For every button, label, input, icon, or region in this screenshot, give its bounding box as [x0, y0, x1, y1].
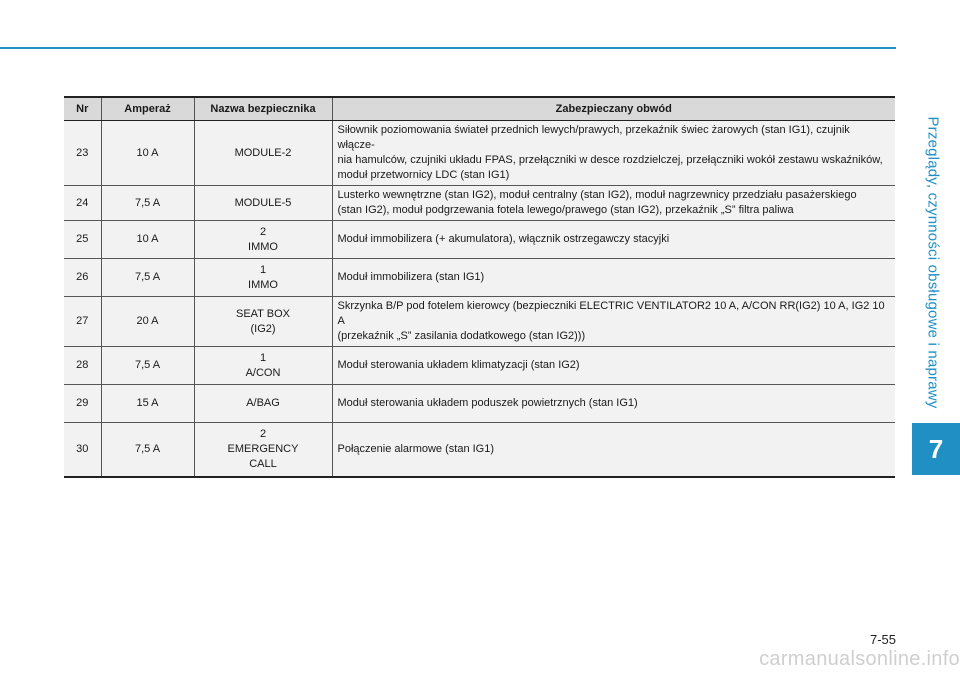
cell-protected-circuit [332, 186, 895, 221]
cell-protected-circuit [332, 221, 895, 259]
fuse-name-line: SEAT BOX [235, 307, 290, 320]
header-protected-circuit: Zabezpieczany obwód [332, 97, 895, 121]
cell-nr: 29 [64, 385, 101, 423]
circuit-text-line: Połączenie alarmowe (stan IG1) [337, 442, 495, 455]
circuit-text-line: Moduł immobilizera (stan IG1) [337, 271, 485, 283]
fuse-name-line: 1 [259, 351, 267, 364]
circuit-text-line: Moduł immobilizera (+ akumulatora), włącznik ostrzegawczy stacyjki [337, 233, 670, 245]
table-row [64, 347, 895, 385]
cell-protected-circuit [332, 297, 895, 347]
table-row [64, 259, 895, 297]
cell-fuse-name [194, 347, 332, 385]
cell-nr: 24 [64, 186, 101, 221]
fuse-name-line: EMERGENCY [227, 442, 299, 455]
table-row [64, 221, 895, 259]
fuse-name-line: 2 [259, 427, 267, 440]
cell-fuse-name [194, 121, 332, 186]
cell-amperage: 7,5 A [101, 423, 194, 477]
chapter-side-title-text: Przeglądy, czynności obsługowe i naprawy [924, 115, 942, 409]
circuit-text-line: Siłownik poziomowania świateł przednich lewych/prawych, przekaźnik świec żarowych (stan IG1), czujnik włącze- [337, 124, 850, 151]
cell-amperage: 20 A [101, 297, 194, 347]
cell-fuse-name [194, 385, 332, 423]
cell-fuse-name [194, 186, 332, 221]
fuse-name-line: A/CON [245, 366, 281, 379]
table-row [64, 297, 895, 347]
cell-nr: 23 [64, 121, 101, 186]
cell-nr: 28 [64, 347, 101, 385]
page-number: 7-55 [869, 632, 896, 647]
fuse-name-line: 1 [259, 263, 267, 276]
cell-nr: 25 [64, 221, 101, 259]
circuit-text-line: moduł przetwornicy LDC (stan IG1) [337, 169, 510, 181]
fuse-name-line: CALL [249, 457, 277, 470]
cell-nr: 27 [64, 297, 101, 347]
fuse-name-line: (IG2) [250, 322, 276, 335]
fuse-name-line: MODULE-2 [234, 146, 292, 159]
fuse-name-line: IMMO [248, 278, 278, 291]
fuse-name-line: 2 [259, 225, 267, 238]
circuit-text-line: Skrzynka B/P pod fotelem kierowcy (bezpieczniki ELECTRIC VENTILATOR2 10 A, A/CON RR(IG2) 10 A, IG2 10 A [337, 300, 885, 327]
cell-protected-circuit [332, 347, 895, 385]
header-amperage: Amperaż [101, 97, 194, 121]
cell-protected-circuit [332, 385, 895, 423]
header-fuse-name: Nazwa bezpiecznika [194, 97, 332, 121]
cell-fuse-name [194, 423, 332, 477]
fuse-name-line: A/BAG [246, 397, 280, 409]
cell-protected-circuit [332, 259, 895, 297]
cell-amperage: 10 A [101, 121, 194, 186]
header-nr: Nr [64, 97, 101, 121]
circuit-text-line: Lusterko wewnętrzne (stan IG2), moduł centralny (stan IG2), moduł nagrzewnicy przedziału pasażerskiego [337, 189, 857, 201]
cell-fuse-name [194, 221, 332, 259]
cell-amperage: 7,5 A [101, 186, 194, 221]
cell-amperage: 7,5 A [101, 347, 194, 385]
table-row [64, 186, 895, 221]
chapter-side-title [916, 108, 950, 416]
cell-protected-circuit [332, 121, 895, 186]
circuit-text-line: (przekaźnik „S” zasilania dodatkowego (stan IG2))) [337, 330, 586, 342]
table-row [64, 423, 895, 477]
fuse-name-line: MODULE-5 [234, 196, 292, 209]
cell-amperage: 7,5 A [101, 259, 194, 297]
chapter-tab[interactable]: 7 [912, 423, 960, 475]
fuse-name-line: IMMO [248, 240, 278, 253]
circuit-text-line: Moduł sterowania układem klimatyzacji (stan IG2) [337, 359, 580, 371]
cell-amperage: 15 A [101, 385, 194, 423]
circuit-text-line: Moduł sterowania układem poduszek powietrznych (stan IG1) [337, 397, 638, 409]
header-rule [0, 47, 896, 49]
circuit-text-line: nia hamulców, czujniki układu FPAS, przełączniki w desce rozdzielczej, przełączniki wokół zestawu wskaźników, [337, 154, 883, 166]
fuse-table [64, 96, 895, 478]
cell-nr: 30 [64, 423, 101, 477]
cell-amperage: 10 A [101, 221, 194, 259]
table-row [64, 385, 895, 423]
cell-fuse-name [194, 297, 332, 347]
cell-nr: 26 [64, 259, 101, 297]
cell-fuse-name [194, 259, 332, 297]
table-header-row [64, 97, 895, 121]
table-row [64, 121, 895, 186]
table-body [64, 121, 895, 477]
circuit-text-line: (stan IG2), moduł podgrzewania fotela lewego/prawego (stan IG2), przekaźnik „S” filtra paliwa [337, 204, 794, 216]
cell-protected-circuit [332, 423, 895, 477]
watermark: carmanualsonline.info [759, 648, 960, 670]
